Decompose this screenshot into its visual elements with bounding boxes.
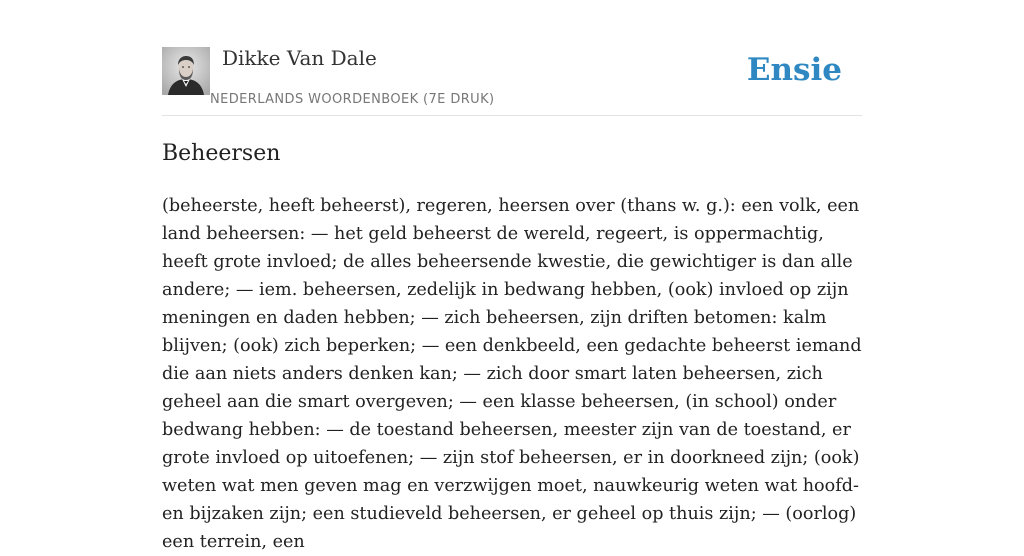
author-avatar[interactable] [162, 47, 210, 95]
entry-title: Beheersen [162, 141, 281, 166]
brand-logo[interactable]: Ensie [746, 52, 842, 88]
header-divider [162, 115, 862, 116]
author-name[interactable]: Dikke Van Dale [222, 46, 377, 70]
source-label: NEDERLANDS WOORDENBOEK (7E DRUK) [210, 92, 495, 107]
portrait-photo-icon [162, 47, 210, 95]
entry-definition: (beheerste, heeft beheerst), regeren, heersen over (thans w. g.): een volk, een land beheersen: — het geld beheerst de wereld, regeert, is oppermachtig, heeft grote invloed; de alles beheersende kwestie, die gewichtiger is dan alle andere; — iem. beheersen, zedelijk in bedwang hebben, (ook) invloed op zijn meningen en daden hebben; — zich beheersen, zijn driften betomen: kalm blijven; (ook) zich beperken; — een denkbeeld, een gedachte beheerst iemand die aan niets anders denken kan; — zich door smart laten beheersen, zich geheel aan die smart overgeven; — een klasse beheersen, (in school) onder bedwang hebben: — de toestand beheersen, meester zijn van de toestand, er grote invloed op uitoefenen; — zijn stof beheersen, er in doorkneed zijn; (ook) weten wat men geven mag en verzwijgen moet, nauwkeurig weten wat hoofd- en bijzaken zijn; een studieveld beheersen, er geheel op thuis zijn; — (oorlog) een terrein, een [162, 196, 862, 552]
